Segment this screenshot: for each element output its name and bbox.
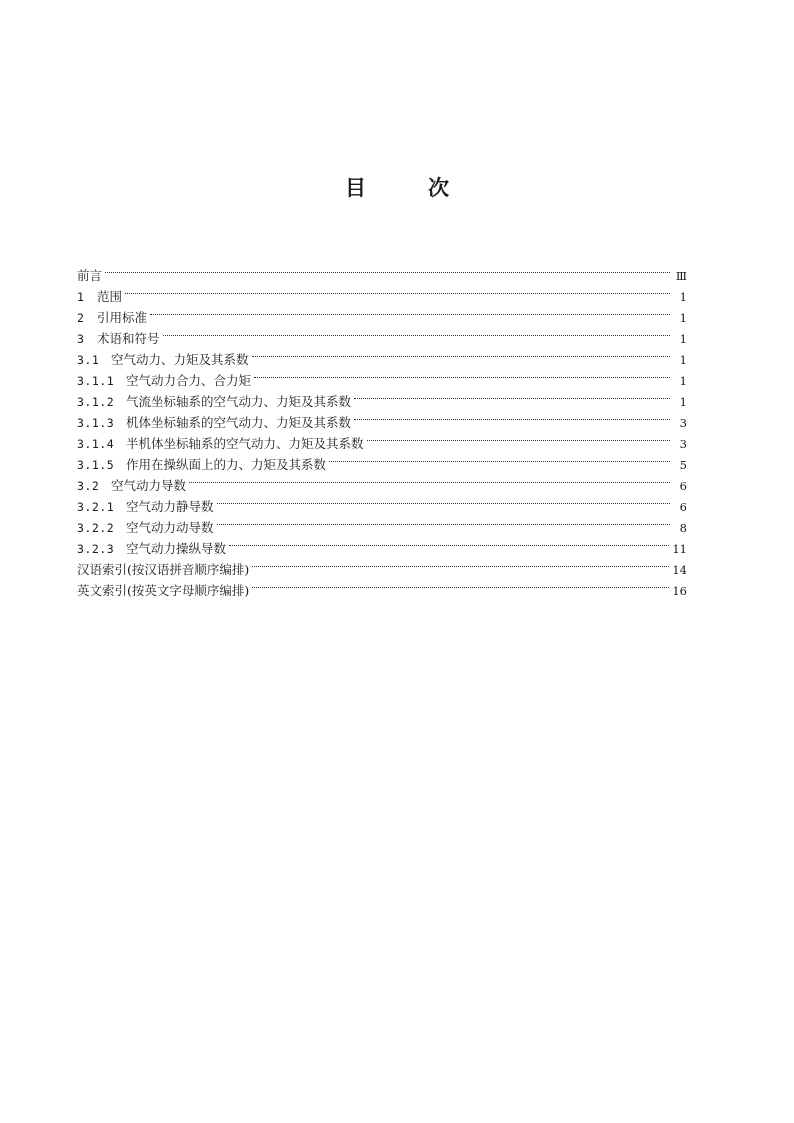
- toc-entry-title: 空气动力合力、合力矩: [126, 373, 252, 388]
- toc-entry-number: 3: [77, 332, 85, 346]
- toc-entry-number: 2: [77, 311, 85, 325]
- toc-dot-leader: [150, 301, 670, 322]
- toc-dot-leader: [217, 511, 670, 532]
- toc-entry-title: 前言: [77, 268, 103, 283]
- toc-entry-number: 1: [77, 290, 85, 304]
- toc-entry-page: 1: [679, 395, 687, 409]
- toc-entry-page: 1: [679, 311, 687, 325]
- toc-dot-leader: [367, 427, 670, 448]
- toc-entry-number: 3.2.2: [77, 521, 115, 535]
- toc-entry-number: 3.2.1: [77, 500, 115, 514]
- toc-entry-title: 汉语索引(按汉语拼音顺序编排): [77, 562, 250, 577]
- toc-entry-title: 半机体坐标轴系的空气动力、力矩及其系数: [126, 436, 364, 451]
- table-of-contents: [77, 259, 687, 598]
- toc-entry[interactable]: [77, 343, 687, 367]
- toc-entry-title: 空气动力操纵导数: [126, 541, 227, 556]
- toc-entry-number: 3.1.3: [77, 416, 115, 430]
- toc-entry-page: 6: [679, 479, 687, 493]
- toc-entry-page: 11: [672, 542, 687, 556]
- toc-entry-title: 空气动力静导数: [126, 499, 214, 514]
- toc-entry-page: 1: [679, 353, 687, 367]
- toc-entry[interactable]: [77, 280, 687, 304]
- toc-dot-leader: [354, 385, 670, 406]
- title-char-2: 次: [428, 176, 449, 200]
- toc-entry-title: 术语和符号: [97, 331, 160, 346]
- toc-entry-page: 3: [679, 416, 687, 430]
- toc-entry-page: 3: [679, 437, 687, 451]
- toc-entry-number: 3.1.1: [77, 374, 115, 388]
- toc-entry-page: 6: [679, 500, 687, 514]
- toc-entry-title: 范围: [97, 289, 123, 304]
- toc-entry-page: 14: [672, 563, 687, 577]
- toc-entry-number: 3.2: [77, 479, 100, 493]
- title-char-1: 目: [345, 176, 366, 200]
- toc-entry-number: 3.1.2: [77, 395, 115, 409]
- toc-dot-leader: [229, 532, 669, 553]
- toc-entry-page: Ⅲ: [675, 269, 687, 283]
- toc-entry-number: 3.1: [77, 353, 100, 367]
- toc-entry-title: 气流坐标轴系的空气动力、力矩及其系数: [126, 394, 352, 409]
- toc-entry-page: 5: [679, 458, 687, 472]
- toc-dot-leader: [189, 469, 670, 490]
- toc-entry-page: 1: [679, 290, 687, 304]
- toc-entry-title: 机体坐标轴系的空气动力、力矩及其系数: [126, 415, 352, 430]
- toc-entry-number: 3.1.4: [77, 437, 115, 451]
- toc-entry-page: 1: [679, 374, 687, 388]
- toc-entry-page: 1: [679, 332, 687, 346]
- toc-dot-leader: [329, 448, 670, 469]
- toc-entry-number: 3.1.5: [77, 458, 115, 472]
- toc-dot-leader: [354, 406, 670, 427]
- toc-entry-title: 空气动力导数: [111, 478, 187, 493]
- toc-entry-title: 空气动力动导数: [126, 520, 214, 535]
- toc-dot-leader: [252, 343, 670, 364]
- toc-entry-title: 作用在操纵面上的力、力矩及其系数: [126, 457, 327, 472]
- toc-dot-leader: [163, 322, 670, 343]
- page-title: [0, 172, 794, 202]
- toc-entry-number: 3.2.3: [77, 542, 115, 556]
- toc-entry[interactable]: [77, 259, 687, 283]
- toc-entry-title: 引用标准: [97, 310, 148, 325]
- toc-entry-title: 空气动力、力矩及其系数: [111, 352, 249, 367]
- toc-entry[interactable]: [77, 301, 687, 325]
- toc-dot-leader: [217, 490, 670, 511]
- toc-entry-title: 英文索引(按英文字母顺序编排): [77, 583, 250, 598]
- toc-dot-leader: [254, 364, 670, 385]
- toc-dot-leader: [252, 574, 669, 595]
- toc-entry[interactable]: [77, 322, 687, 346]
- toc-dot-leader: [252, 553, 669, 574]
- toc-dot-leader: [105, 259, 670, 280]
- toc-entry-page: 16: [672, 584, 687, 598]
- toc-dot-leader: [125, 280, 670, 301]
- toc-entry-page: 8: [679, 521, 687, 535]
